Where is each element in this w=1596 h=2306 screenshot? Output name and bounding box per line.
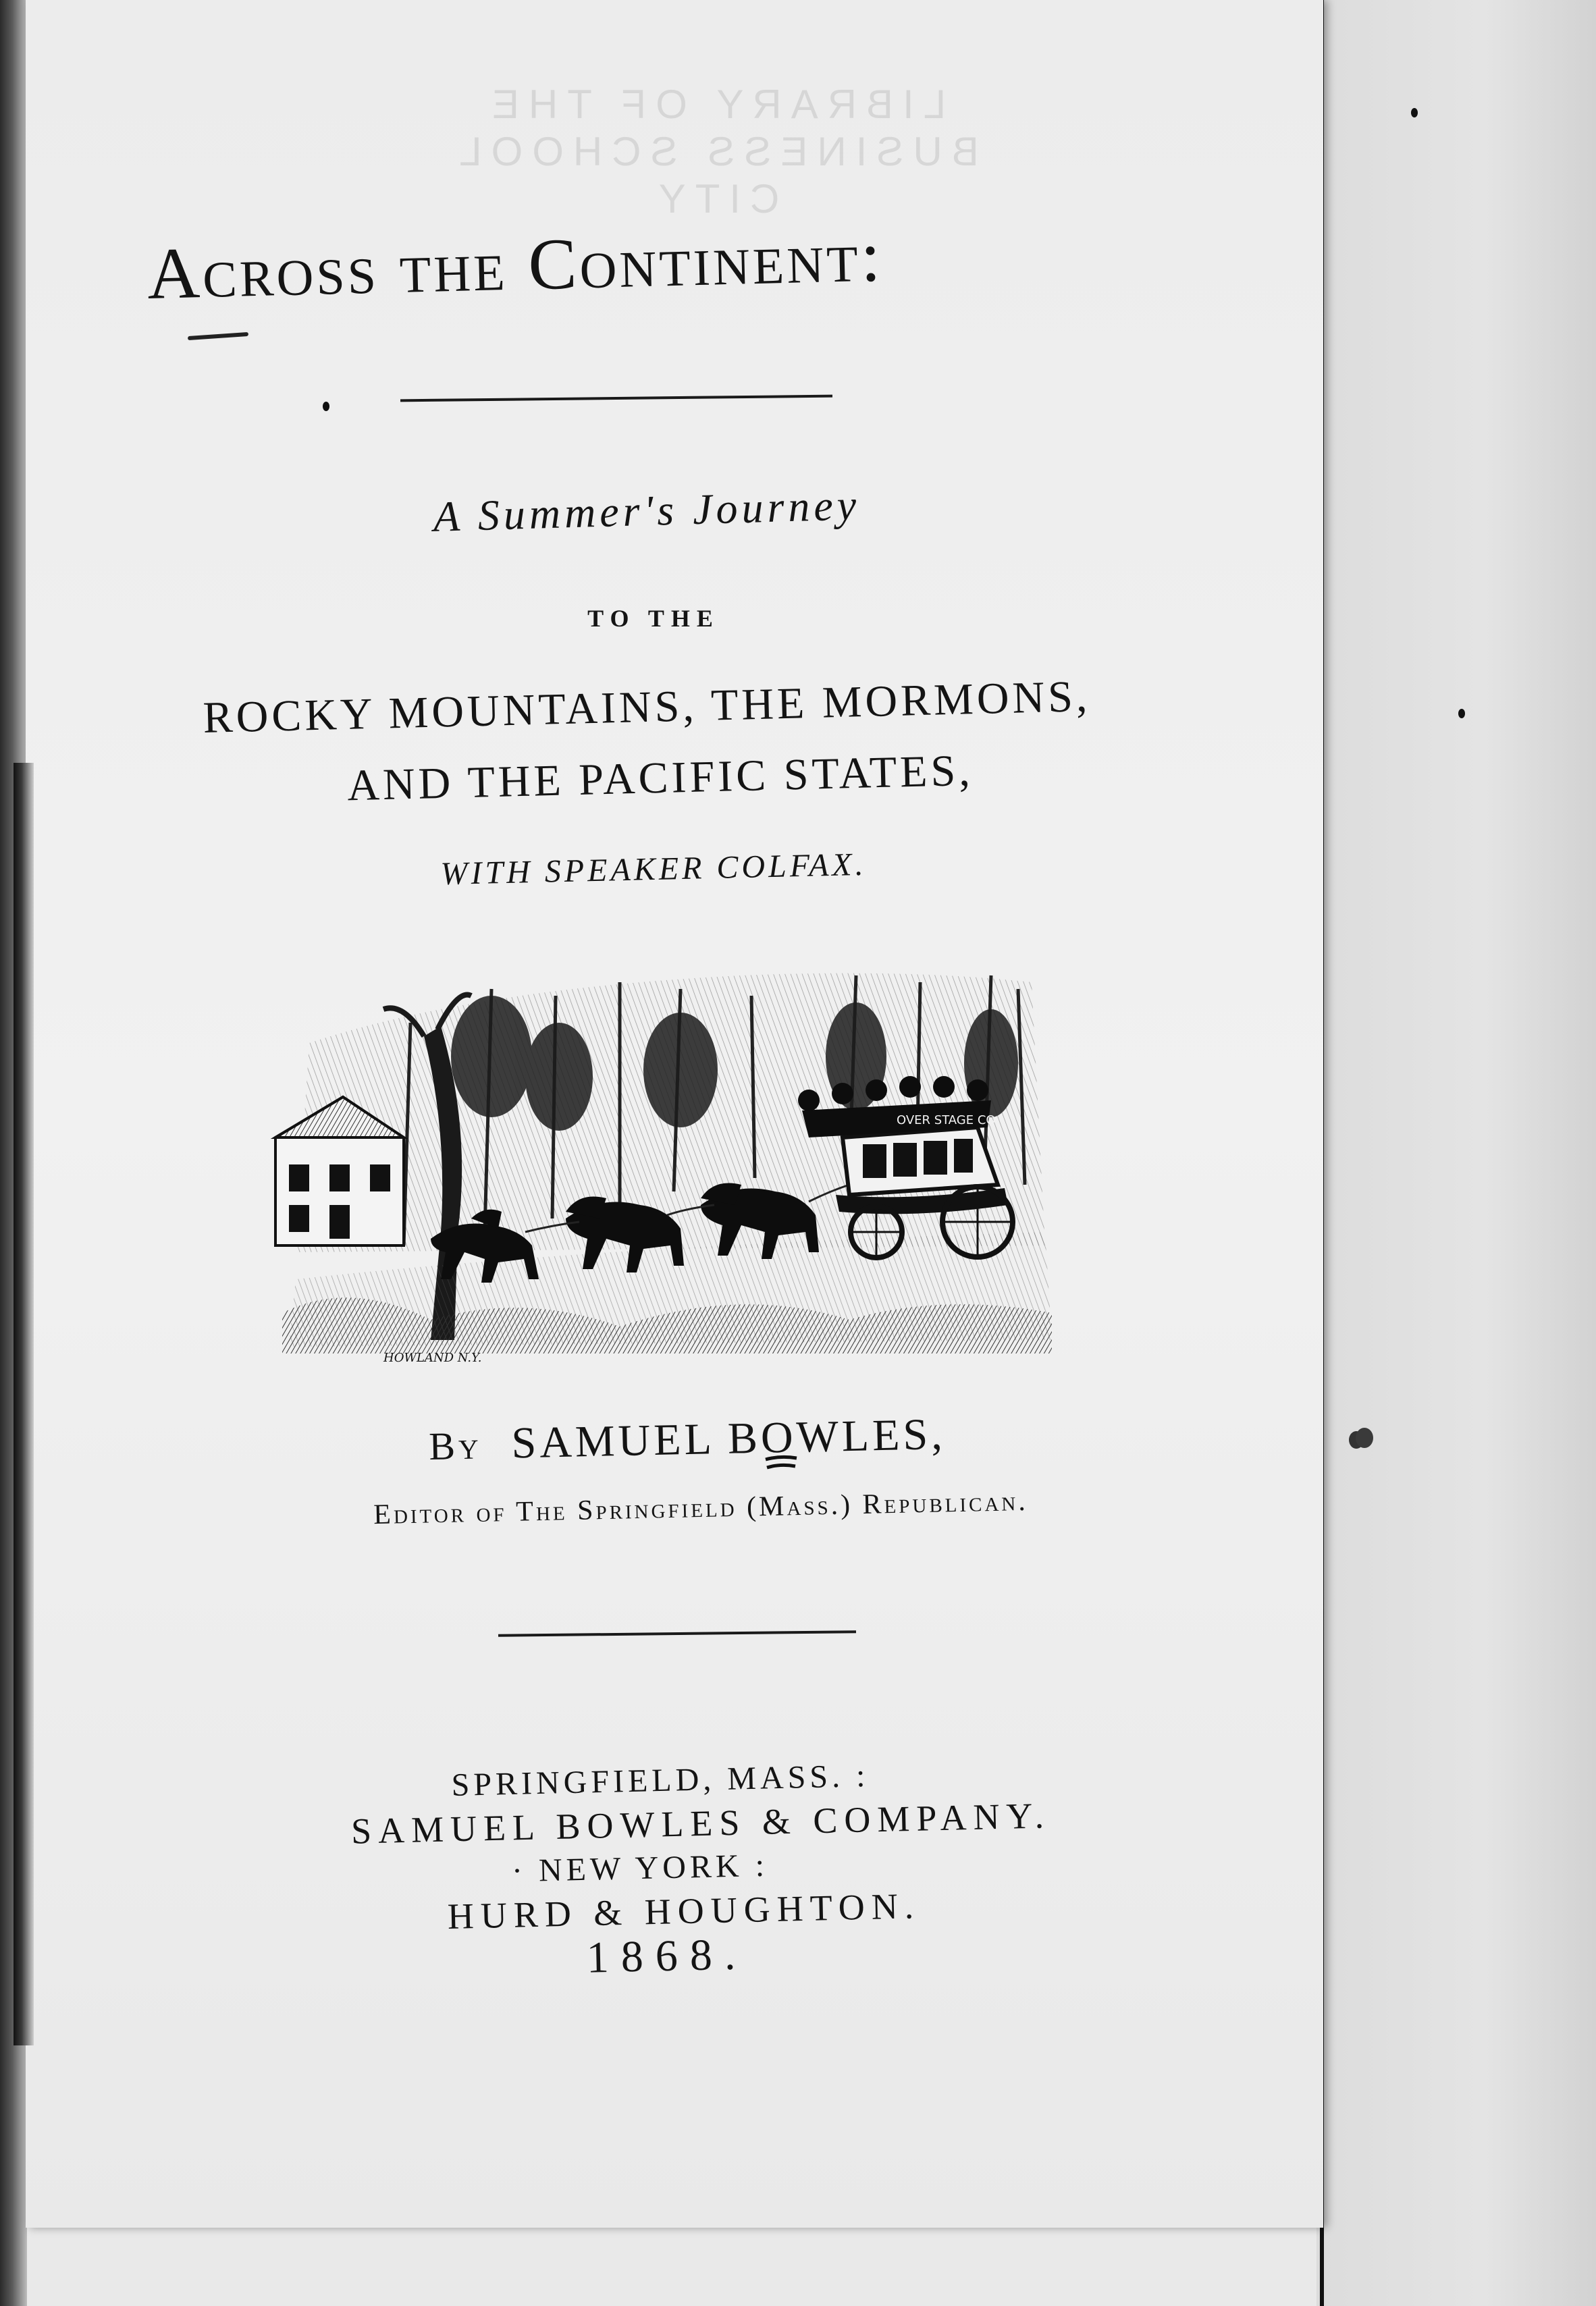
book-title: Across the Continent: <box>146 216 884 315</box>
engraver-signature: HOWLAND N.Y. <box>383 1351 482 1365</box>
imprint-rule <box>498 1630 856 1637</box>
subtitle: A Summer's Journey <box>432 481 861 541</box>
author-line <box>349 1407 1025 1473</box>
subtitle-connector: TO THE <box>587 605 720 632</box>
stamp-line: LIBRARY OF THE <box>482 82 947 127</box>
editor-line: Editor of The Springfield (Mass.) Republican. <box>373 1485 1029 1531</box>
speck <box>1411 108 1418 117</box>
binding-tear <box>14 763 34 2045</box>
author-name: SAMUEL BOWLES, <box>510 1409 947 1468</box>
publisher-place-2: · NEW YORK : <box>511 1847 769 1889</box>
pen-underline-mark <box>188 332 248 340</box>
ink-dot <box>323 402 329 411</box>
stamp-line: CITY <box>649 176 780 221</box>
coach-sign: OVER STAGE CO <box>897 1113 996 1127</box>
with-line: WITH SPEAKER COLFAX. <box>440 846 868 892</box>
stagecoach-engraving <box>269 962 1062 1367</box>
title-rule <box>400 395 832 402</box>
speck <box>1458 709 1465 718</box>
stamp-line: BUSINESS SCHOOL <box>450 129 979 174</box>
ink-spot <box>1356 1428 1373 1448</box>
title-page <box>26 0 1323 2228</box>
by-label: By <box>428 1423 483 1469</box>
back-page <box>1316 0 1596 2306</box>
subtitle-line-2: AND THE PACIFIC STATES, <box>346 745 974 811</box>
publisher-name-1: SAMUEL BOWLES & COMPANY. <box>350 1795 1051 1852</box>
publication-year: 1868. <box>585 1929 749 1983</box>
publisher-place-1: SPRINGFIELD, MASS. : <box>451 1757 870 1804</box>
publisher-name-2: HURD & HOUGHTON. <box>447 1885 921 1937</box>
subtitle-line-1: ROCKY MOUNTAINS, THE MORMONS, <box>202 671 1092 743</box>
pen-ink-mark <box>760 1432 801 1480</box>
